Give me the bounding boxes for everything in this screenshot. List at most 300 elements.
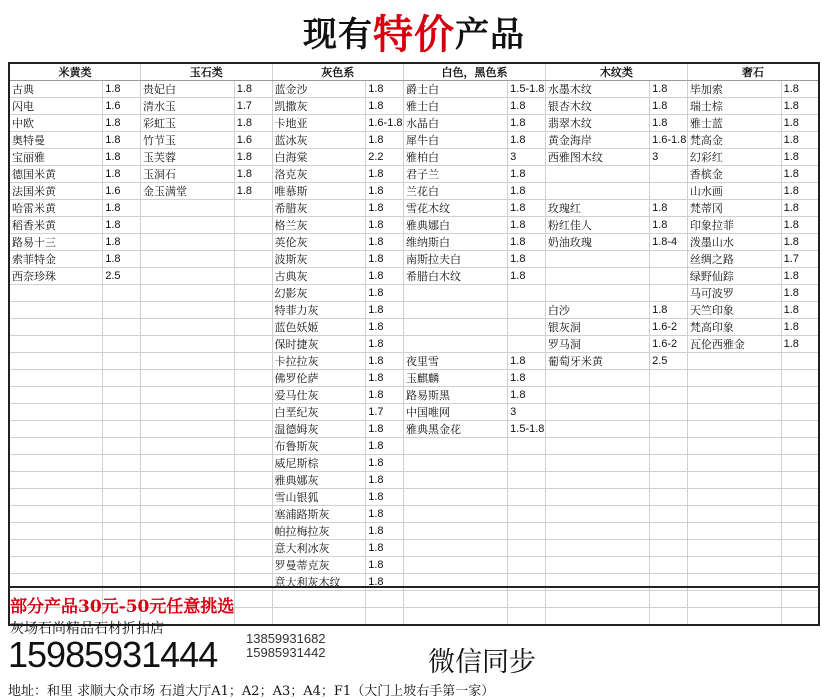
product-price bbox=[103, 336, 141, 353]
product-name: 中欧 bbox=[9, 115, 103, 132]
product-price bbox=[234, 353, 272, 370]
product-price bbox=[650, 438, 688, 455]
product-name bbox=[9, 370, 103, 387]
product-price bbox=[781, 387, 819, 404]
product-price: 1.8 bbox=[366, 81, 404, 98]
product-price: 1.8 bbox=[781, 81, 819, 98]
product-price bbox=[650, 370, 688, 387]
product-price: 1.8 bbox=[103, 166, 141, 183]
product-name: 雅士白 bbox=[404, 98, 508, 115]
product-name bbox=[545, 421, 649, 438]
product-name: 幻影灰 bbox=[272, 285, 366, 302]
product-price: 1.8 bbox=[508, 234, 546, 251]
table-row bbox=[9, 166, 819, 183]
product-price: 1.8 bbox=[103, 200, 141, 217]
product-price bbox=[781, 523, 819, 540]
product-name: 蓝色妖姬 bbox=[272, 319, 366, 336]
product-price bbox=[781, 455, 819, 472]
product-price: 3 bbox=[650, 149, 688, 166]
product-name: 奥特曼 bbox=[9, 132, 103, 149]
product-price: 2.5 bbox=[650, 353, 688, 370]
product-price: 1.8 bbox=[781, 319, 819, 336]
product-price: 1.8 bbox=[103, 149, 141, 166]
product-name: 希腊白木纹 bbox=[404, 268, 508, 285]
title-highlight: 特价 bbox=[373, 10, 455, 58]
product-name bbox=[9, 336, 103, 353]
product-name: 雅典黑金花 bbox=[404, 421, 508, 438]
product-price bbox=[781, 353, 819, 370]
product-name bbox=[404, 472, 508, 489]
table-row bbox=[9, 115, 819, 132]
product-name: 清水玉 bbox=[141, 98, 235, 115]
product-price bbox=[508, 302, 546, 319]
product-name: 水晶白 bbox=[404, 115, 508, 132]
table-row bbox=[9, 455, 819, 472]
table-row bbox=[9, 540, 819, 557]
product-price bbox=[508, 285, 546, 302]
table-row bbox=[9, 404, 819, 421]
product-price: 1.8 bbox=[650, 98, 688, 115]
product-name: 幻彩红 bbox=[687, 149, 781, 166]
product-price: 1.8 bbox=[366, 251, 404, 268]
product-price: 1.8 bbox=[366, 285, 404, 302]
product-name: 雪花木纹 bbox=[404, 200, 508, 217]
product-name bbox=[404, 319, 508, 336]
product-price bbox=[234, 455, 272, 472]
product-price bbox=[234, 557, 272, 574]
product-name: 竹节玉 bbox=[141, 132, 235, 149]
product-price bbox=[508, 336, 546, 353]
product-price bbox=[650, 455, 688, 472]
product-name bbox=[687, 557, 781, 574]
product-name: 兰花白 bbox=[404, 183, 508, 200]
product-price bbox=[650, 472, 688, 489]
product-price bbox=[103, 489, 141, 506]
product-name: 彩虹玉 bbox=[141, 115, 235, 132]
product-name: 蓝金沙 bbox=[272, 81, 366, 98]
product-name bbox=[404, 302, 508, 319]
product-name: 特菲力灰 bbox=[272, 302, 366, 319]
product-name bbox=[141, 438, 235, 455]
product-price: 1.8 bbox=[366, 302, 404, 319]
title-part1: 现有 bbox=[303, 14, 373, 55]
column-header-4: 木纹类 bbox=[545, 63, 687, 81]
product-price bbox=[650, 404, 688, 421]
product-name bbox=[404, 540, 508, 557]
product-price: 1.6 bbox=[103, 183, 141, 200]
product-name bbox=[141, 200, 235, 217]
product-price: 1.8 bbox=[781, 200, 819, 217]
product-price: 1.8 bbox=[508, 183, 546, 200]
product-name: 帕拉梅拉灰 bbox=[272, 523, 366, 540]
product-name: 香槟金 bbox=[687, 166, 781, 183]
product-name: 贵妃白 bbox=[141, 81, 235, 98]
product-price: 1.8 bbox=[366, 506, 404, 523]
product-price: 1.8 bbox=[508, 200, 546, 217]
product-price: 1.8 bbox=[781, 132, 819, 149]
product-name bbox=[404, 506, 508, 523]
product-price bbox=[234, 370, 272, 387]
product-price: 1.8 bbox=[103, 132, 141, 149]
product-name bbox=[545, 166, 649, 183]
product-price: 1.7 bbox=[234, 98, 272, 115]
product-price: 1.8 bbox=[366, 472, 404, 489]
product-price bbox=[234, 251, 272, 268]
product-price bbox=[234, 472, 272, 489]
product-name: 英伦灰 bbox=[272, 234, 366, 251]
product-name bbox=[545, 557, 649, 574]
product-price bbox=[508, 472, 546, 489]
product-name bbox=[9, 387, 103, 404]
product-name: 德国米黄 bbox=[9, 166, 103, 183]
product-price: 1.7 bbox=[781, 251, 819, 268]
product-price: 1.6 bbox=[234, 132, 272, 149]
promo-text: 部分产品30元-50元任意挑选 bbox=[10, 597, 235, 617]
product-name: 布鲁斯灰 bbox=[272, 438, 366, 455]
table-row bbox=[9, 387, 819, 404]
product-price bbox=[650, 506, 688, 523]
product-price: 1.8 bbox=[366, 268, 404, 285]
product-name: 银灰洞 bbox=[545, 319, 649, 336]
product-price bbox=[234, 268, 272, 285]
product-price bbox=[781, 472, 819, 489]
product-name: 西奈珍珠 bbox=[9, 268, 103, 285]
product-name: 丝绸之路 bbox=[687, 251, 781, 268]
product-name: 雪山银狐 bbox=[272, 489, 366, 506]
product-name bbox=[404, 557, 508, 574]
product-price: 1.8 bbox=[366, 421, 404, 438]
table-row bbox=[9, 557, 819, 574]
product-price bbox=[508, 455, 546, 472]
product-name: 瓦伦西雅金 bbox=[687, 336, 781, 353]
product-price: 1.8 bbox=[366, 183, 404, 200]
product-price bbox=[781, 421, 819, 438]
product-price: 1.8 bbox=[781, 302, 819, 319]
product-name: 玉洞石 bbox=[141, 166, 235, 183]
table-row bbox=[9, 523, 819, 540]
product-name bbox=[9, 472, 103, 489]
product-name bbox=[687, 387, 781, 404]
table-row bbox=[9, 353, 819, 370]
product-name bbox=[9, 302, 103, 319]
product-name bbox=[141, 523, 235, 540]
product-name: 塞浦路斯灰 bbox=[272, 506, 366, 523]
shop-name: 灰场石尚精品石材折扣店 bbox=[10, 621, 164, 637]
product-price bbox=[103, 540, 141, 557]
product-price bbox=[781, 370, 819, 387]
product-name: 金玉满堂 bbox=[141, 183, 235, 200]
product-price: 1.8 bbox=[508, 251, 546, 268]
wechat-note: 微信同步 bbox=[428, 647, 536, 678]
product-name: 古典灰 bbox=[272, 268, 366, 285]
product-name: 唯慕斯 bbox=[272, 183, 366, 200]
product-name: 翡翠木纹 bbox=[545, 115, 649, 132]
product-price bbox=[508, 438, 546, 455]
product-name bbox=[687, 506, 781, 523]
product-name bbox=[9, 438, 103, 455]
product-price bbox=[650, 285, 688, 302]
product-price bbox=[103, 557, 141, 574]
product-price: 1.8 bbox=[366, 438, 404, 455]
product-name bbox=[141, 489, 235, 506]
product-price bbox=[103, 353, 141, 370]
product-name bbox=[9, 455, 103, 472]
product-name bbox=[9, 540, 103, 557]
product-price bbox=[234, 506, 272, 523]
product-name: 梵高印象 bbox=[687, 319, 781, 336]
product-price: 1.8 bbox=[366, 200, 404, 217]
product-price bbox=[234, 438, 272, 455]
product-name bbox=[404, 438, 508, 455]
product-price: 1.8 bbox=[650, 115, 688, 132]
product-price: 1.8 bbox=[508, 387, 546, 404]
product-name bbox=[141, 421, 235, 438]
product-price: 1.6-2 bbox=[650, 319, 688, 336]
product-price: 1.8 bbox=[366, 353, 404, 370]
table-row bbox=[9, 132, 819, 149]
product-price: 1.8 bbox=[781, 149, 819, 166]
product-name bbox=[404, 455, 508, 472]
secondary-phone-1: 13859931682 bbox=[246, 631, 326, 646]
table-row bbox=[9, 319, 819, 336]
product-price: 1.8 bbox=[508, 132, 546, 149]
product-price: 1.7 bbox=[366, 404, 404, 421]
product-price: 1.8 bbox=[508, 217, 546, 234]
product-name bbox=[545, 183, 649, 200]
product-name bbox=[141, 285, 235, 302]
table-row bbox=[9, 336, 819, 353]
product-price: 1.8 bbox=[103, 81, 141, 98]
column-header-0: 米黄类 bbox=[9, 63, 141, 81]
product-price: 1.8 bbox=[508, 115, 546, 132]
product-price: 1.6-1.8 bbox=[366, 115, 404, 132]
product-price: 1.8 bbox=[508, 268, 546, 285]
product-price bbox=[103, 421, 141, 438]
product-name: 路易斯黑 bbox=[404, 387, 508, 404]
product-name: 犀牛白 bbox=[404, 132, 508, 149]
product-name bbox=[545, 455, 649, 472]
product-price bbox=[103, 472, 141, 489]
product-name: 瑞士棕 bbox=[687, 98, 781, 115]
product-price: 1.8 bbox=[366, 217, 404, 234]
product-name bbox=[141, 217, 235, 234]
product-price: 2.2 bbox=[366, 149, 404, 166]
product-name: 古典 bbox=[9, 81, 103, 98]
product-price bbox=[650, 557, 688, 574]
product-price: 1.8 bbox=[366, 387, 404, 404]
column-header-1: 玉石类 bbox=[141, 63, 273, 81]
product-name: 佛罗伦萨 bbox=[272, 370, 366, 387]
secondary-phone-2: 15985931442 bbox=[246, 645, 326, 660]
product-name bbox=[141, 302, 235, 319]
product-price bbox=[508, 506, 546, 523]
product-name bbox=[545, 506, 649, 523]
product-price bbox=[650, 166, 688, 183]
table-row bbox=[9, 234, 819, 251]
product-name bbox=[404, 336, 508, 353]
secondary-phones bbox=[246, 632, 326, 660]
product-name bbox=[141, 472, 235, 489]
product-price bbox=[234, 421, 272, 438]
product-price: 1.8 bbox=[103, 251, 141, 268]
product-price: 1.8 bbox=[650, 217, 688, 234]
product-price bbox=[781, 540, 819, 557]
table-row bbox=[9, 81, 819, 98]
table-row bbox=[9, 268, 819, 285]
product-name bbox=[404, 523, 508, 540]
product-name: 马可波罗 bbox=[687, 285, 781, 302]
product-name: 保时捷灰 bbox=[272, 336, 366, 353]
table-row bbox=[9, 506, 819, 523]
product-name: 玫瑰红 bbox=[545, 200, 649, 217]
product-price bbox=[234, 523, 272, 540]
product-price: 1.8 bbox=[366, 523, 404, 540]
product-name: 波斯灰 bbox=[272, 251, 366, 268]
product-name: 哈雷米黄 bbox=[9, 200, 103, 217]
product-name: 泼墨山水 bbox=[687, 234, 781, 251]
product-name: 毕加索 bbox=[687, 81, 781, 98]
product-name: 西雅图木纹 bbox=[545, 149, 649, 166]
table-row bbox=[9, 200, 819, 217]
product-price: 1.8 bbox=[366, 370, 404, 387]
product-name: 葡萄牙米黄 bbox=[545, 353, 649, 370]
product-name: 爱马仕灰 bbox=[272, 387, 366, 404]
product-price bbox=[650, 251, 688, 268]
product-price bbox=[650, 421, 688, 438]
product-name bbox=[687, 370, 781, 387]
footer bbox=[8, 586, 820, 699]
product-price: 1.8 bbox=[234, 149, 272, 166]
product-name: 路易十三 bbox=[9, 234, 103, 251]
product-price bbox=[781, 438, 819, 455]
product-price bbox=[508, 523, 546, 540]
product-name bbox=[545, 438, 649, 455]
product-name bbox=[141, 506, 235, 523]
product-price bbox=[234, 302, 272, 319]
product-price: 1.8 bbox=[366, 455, 404, 472]
product-price bbox=[103, 523, 141, 540]
table-row bbox=[9, 489, 819, 506]
column-header-2: 灰色系 bbox=[272, 63, 404, 81]
price-table bbox=[8, 62, 820, 626]
product-price: 1.8 bbox=[781, 183, 819, 200]
product-name: 爵士白 bbox=[404, 81, 508, 98]
product-name bbox=[141, 387, 235, 404]
product-price: 1.8 bbox=[234, 183, 272, 200]
table-row bbox=[9, 285, 819, 302]
product-name bbox=[141, 370, 235, 387]
table-row bbox=[9, 217, 819, 234]
product-name: 南斯拉夫白 bbox=[404, 251, 508, 268]
product-name bbox=[141, 540, 235, 557]
product-name: 格兰灰 bbox=[272, 217, 366, 234]
product-name: 玉麒麟 bbox=[404, 370, 508, 387]
product-price bbox=[650, 268, 688, 285]
product-price: 1.8 bbox=[366, 574, 404, 591]
product-name: 夜里雪 bbox=[404, 353, 508, 370]
product-price bbox=[103, 285, 141, 302]
product-name bbox=[545, 404, 649, 421]
product-name bbox=[545, 387, 649, 404]
product-name bbox=[9, 489, 103, 506]
phone-number: 15985931444 bbox=[8, 634, 218, 675]
product-price bbox=[234, 234, 272, 251]
product-price bbox=[508, 557, 546, 574]
product-price bbox=[103, 455, 141, 472]
product-name: 宝丽雅 bbox=[9, 149, 103, 166]
product-price bbox=[781, 404, 819, 421]
product-name bbox=[545, 251, 649, 268]
product-name: 卡地亚 bbox=[272, 115, 366, 132]
product-name: 意大利灰木纹 bbox=[272, 574, 366, 591]
product-price: 1.8 bbox=[103, 217, 141, 234]
address-line: 地址：和里 求顺大众市场 石道大厅A1；A2；A3；A4；F1（大门上坡右手第一家） bbox=[8, 684, 495, 699]
product-name bbox=[687, 472, 781, 489]
product-price bbox=[508, 489, 546, 506]
product-price bbox=[103, 319, 141, 336]
product-name bbox=[545, 370, 649, 387]
product-price: 1.8 bbox=[650, 302, 688, 319]
table-row bbox=[9, 251, 819, 268]
product-price: 1.8 bbox=[234, 166, 272, 183]
product-name: 意大利冰灰 bbox=[272, 540, 366, 557]
column-header-5: 奢石 bbox=[687, 63, 819, 81]
product-price bbox=[103, 438, 141, 455]
product-name bbox=[9, 421, 103, 438]
product-price: 1.8 bbox=[781, 234, 819, 251]
product-name bbox=[687, 421, 781, 438]
product-price bbox=[103, 370, 141, 387]
table-row bbox=[9, 370, 819, 387]
product-name: 温德姆灰 bbox=[272, 421, 366, 438]
product-price: 1.8 bbox=[366, 166, 404, 183]
product-price: 1.8 bbox=[366, 319, 404, 336]
product-name: 绿野仙踪 bbox=[687, 268, 781, 285]
product-name bbox=[9, 523, 103, 540]
product-name bbox=[9, 506, 103, 523]
product-price: 1.5-1.8 bbox=[508, 81, 546, 98]
product-price bbox=[234, 540, 272, 557]
product-name bbox=[141, 404, 235, 421]
product-name: 罗曼蒂克灰 bbox=[272, 557, 366, 574]
product-price bbox=[650, 540, 688, 557]
product-price: 1.8 bbox=[781, 217, 819, 234]
product-price bbox=[234, 319, 272, 336]
product-price: 1.8 bbox=[234, 115, 272, 132]
product-price bbox=[234, 404, 272, 421]
product-price bbox=[234, 489, 272, 506]
product-name bbox=[9, 319, 103, 336]
product-price: 1.6 bbox=[103, 98, 141, 115]
product-name bbox=[404, 285, 508, 302]
table-row bbox=[9, 438, 819, 455]
product-price: 1.5-1.8 bbox=[508, 421, 546, 438]
product-price bbox=[781, 506, 819, 523]
product-price: 1.8 bbox=[366, 234, 404, 251]
product-price: 1.8 bbox=[508, 370, 546, 387]
product-price: 1.8 bbox=[781, 336, 819, 353]
table-row bbox=[9, 421, 819, 438]
product-price: 3 bbox=[508, 404, 546, 421]
product-price bbox=[508, 319, 546, 336]
product-name: 希腊灰 bbox=[272, 200, 366, 217]
product-name bbox=[687, 540, 781, 557]
product-price: 1.8 bbox=[508, 98, 546, 115]
product-name: 中国唯网 bbox=[404, 404, 508, 421]
product-price bbox=[234, 387, 272, 404]
product-price: 1.6-2 bbox=[650, 336, 688, 353]
product-name: 水墨木纹 bbox=[545, 81, 649, 98]
